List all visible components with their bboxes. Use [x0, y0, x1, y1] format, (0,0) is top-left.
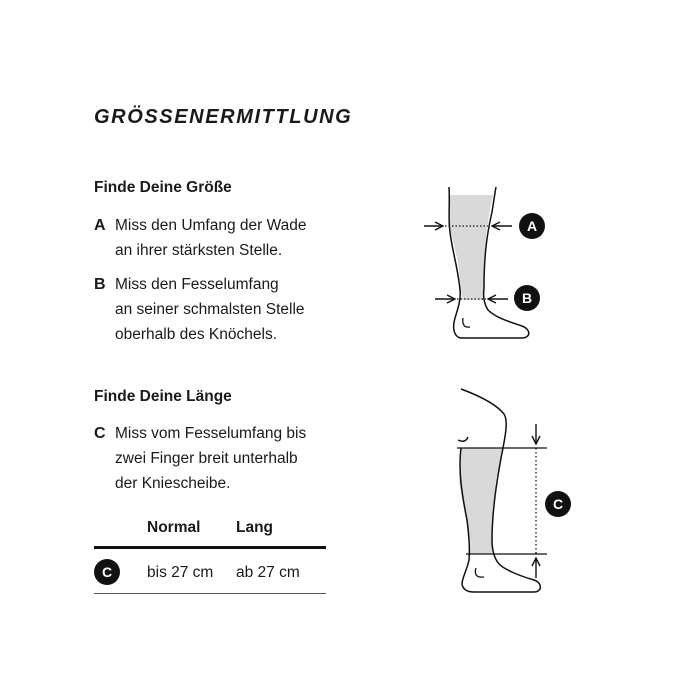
length-heel-inner-line	[475, 568, 484, 577]
step-letter: B	[94, 276, 106, 293]
step-line: Miss den Fesselumfang	[115, 276, 279, 293]
row-marker-badge: C	[94, 559, 120, 585]
step-line: oberhalb des Knöchels.	[115, 326, 278, 343]
marker-c-label: C	[552, 496, 564, 512]
page-title: GRÖSSENERMITTLUNG	[94, 106, 353, 128]
step-line: Miss vom Fesselumfang bis	[115, 425, 307, 442]
length-shaded-region	[459, 448, 503, 554]
length-leg-illustration	[457, 389, 571, 592]
marker-a-label: A	[526, 218, 538, 234]
heel-inner-line	[463, 318, 470, 327]
table-cell-normal: bis 27 cm	[147, 564, 214, 581]
step-line: an seiner schmalsten Stelle	[115, 301, 305, 318]
section-heading-length: Finde Deine Länge	[94, 388, 232, 405]
step-line: zwei Finger breit unterhalb	[115, 450, 298, 467]
marker-b-label: B	[521, 290, 533, 306]
knee-outline	[461, 389, 506, 448]
knee-cap-mark	[458, 437, 468, 441]
section-heading-size: Finde Deine Größe	[94, 179, 232, 196]
calf-leg-illustration	[424, 187, 545, 338]
step-line: der Kniescheibe.	[115, 475, 231, 492]
step-letter: C	[94, 425, 106, 442]
step-line: Miss den Umfang der Wade	[115, 217, 307, 234]
column-header-normal: Normal	[147, 519, 201, 536]
step-line: an ihrer stärksten Stelle.	[115, 242, 283, 259]
table-cell-lang: ab 27 cm	[236, 564, 300, 581]
column-header-lang: Lang	[236, 519, 274, 536]
step-letter: A	[94, 217, 106, 234]
